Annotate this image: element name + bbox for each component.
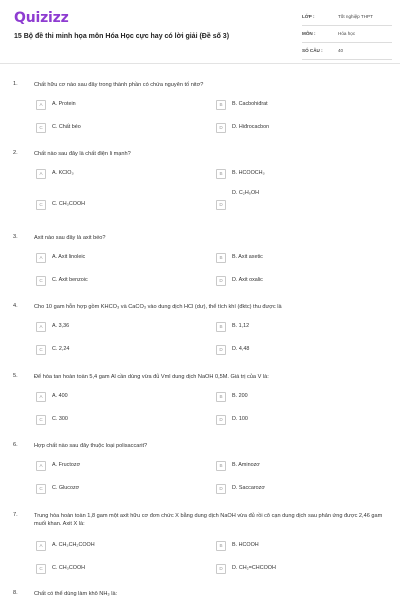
option-letter-box: B [216, 169, 226, 179]
option-letter-box: B [216, 100, 226, 110]
option-letter-box: A [36, 322, 46, 332]
option-letter-box: C [36, 345, 46, 355]
option-letter-box: A [36, 541, 46, 551]
option-label: C. Glucozơ [52, 485, 80, 491]
header-divider [0, 63, 400, 64]
option-letter-box: B [216, 253, 226, 263]
option-label: D. Hiđrocacbon [232, 124, 270, 130]
question-text: Hợp chất nào sau đây thuộc loại polisaccarit? [34, 443, 148, 449]
question-text: Cho 10 gam hỗn hợp gồm KHCO₃ và CaCO₃ vào dung dịch HCl (dư), thể tích khí (đktc) thu được là [34, 304, 282, 310]
option-label: C. CH₃COOH [52, 565, 86, 571]
option-label: A. KClO₃ [52, 170, 74, 176]
option-label: B. HCOOH [232, 542, 259, 548]
meta-row-question-count [302, 46, 392, 60]
meta-row-class [302, 12, 392, 26]
option-letter-box: A [36, 392, 46, 402]
option-label: C. Chất béo [52, 124, 81, 130]
option-letter-box: D [216, 276, 226, 286]
meta-value: Hóa học [338, 31, 356, 36]
option-label: A. Protein [52, 101, 76, 107]
option-letter-box: D [216, 564, 226, 574]
option-letter-box: A [36, 100, 46, 110]
option-label: A. CH₃CH₂COOH [52, 542, 95, 548]
option-label: A. Axit linoleic [52, 254, 86, 260]
meta-value: Tốt nghiệp THPT [338, 14, 373, 19]
option-letter-box: D [216, 200, 226, 210]
option-label: B. Aminozơ [232, 462, 260, 468]
option-letter-box: C [36, 484, 46, 494]
page-title: 15 Bộ đề thi minh họa môn Hóa Học cực hay có lời giải (Đề số 3) [14, 33, 230, 40]
question-text: Chất có thể dùng làm khô NH₃ là: [34, 591, 118, 597]
option-label: D. CH₂=CHCOOH [232, 565, 276, 571]
option-label: B. HCOOCH₃ [232, 170, 265, 176]
question-text: Chất hữu cơ nào sau đây trong thành phần có chứa nguyên tố nitơ? [34, 82, 204, 88]
option-letter-box: C [36, 276, 46, 286]
option-letter-box: C [36, 123, 46, 133]
option-label: C. Axit benzoic [52, 277, 88, 283]
option-letter-box: B [216, 461, 226, 471]
option-label: D. Axit oxalic [232, 277, 263, 283]
option-letter-box: B [216, 322, 226, 332]
option-label: A. Fructozơ [52, 462, 81, 468]
meta-row-subject [302, 29, 392, 43]
meta-key: SỐ CÂU : [302, 48, 323, 53]
question-number: 8. [13, 590, 18, 596]
option-label: D. 100 [232, 416, 248, 422]
question-text: Trung hòa hoàn toàn 1,8 gam một axit hữu cơ đơn chức X bằng dung dịch NaOH vừa đủ rồi cô cạn dung dịch sau phản ứng được 2,46 gam muối khan. Axit X là: [34, 513, 383, 527]
option-letter-box: B [216, 541, 226, 551]
option-letter-box: D [216, 345, 226, 355]
option-label: C. CH₃COOH [52, 201, 86, 207]
option-label: B. 1,12 [232, 323, 250, 329]
option-label: C. 300 [52, 416, 68, 422]
option-label: B. Axit axetic [232, 254, 263, 260]
question-number: 3. [13, 234, 18, 240]
question-number: 7. [13, 512, 18, 518]
option-letter-box: C [36, 564, 46, 574]
question-text: Để hòa tan hoàn toàn 5,4 gam Al cần dùng vừa đủ Vml dung dịch NaOH 0,5M. Giá trị của V là: [34, 374, 269, 380]
option-letter-box: D [216, 415, 226, 425]
question-number: 5. [13, 373, 18, 379]
question-number: 2. [13, 150, 18, 156]
meta-key: LỚP : [302, 14, 315, 19]
option-letter-box: D [216, 484, 226, 494]
meta-info [302, 12, 392, 63]
option-letter-box: C [36, 415, 46, 425]
question-number: 1. [13, 81, 18, 87]
question-number: 6. [13, 442, 18, 448]
option-label: A. 400 [52, 393, 68, 399]
option-label: D. 4,48 [232, 346, 250, 352]
option-label: A. 3,36 [52, 323, 70, 329]
page-header [0, 0, 400, 62]
option-label: D. C₂H₅OH [232, 190, 260, 196]
option-label: B. 200 [232, 393, 248, 399]
meta-value: 40 [338, 48, 344, 53]
option-label: C. 2,24 [52, 346, 70, 352]
option-label: D. Saccarozơ [232, 485, 265, 491]
option-letter-box: C [36, 200, 46, 210]
option-letter-box: D [216, 123, 226, 133]
question-number: 4. [13, 303, 18, 309]
option-label: B. Cacbohiđrat [232, 101, 268, 107]
option-letter-box: B [216, 392, 226, 402]
option-letter-box: A [36, 253, 46, 263]
meta-key: MÔN : [302, 31, 316, 36]
option-letter-box: A [36, 461, 46, 471]
question-text: Axit nào sau đây là axit béo? [34, 235, 106, 241]
question-text: Chất nào sau đây là chất điện li mạnh? [34, 151, 131, 157]
option-letter-box: A [36, 169, 46, 179]
quizizz-logo: Quizizz [14, 10, 69, 26]
